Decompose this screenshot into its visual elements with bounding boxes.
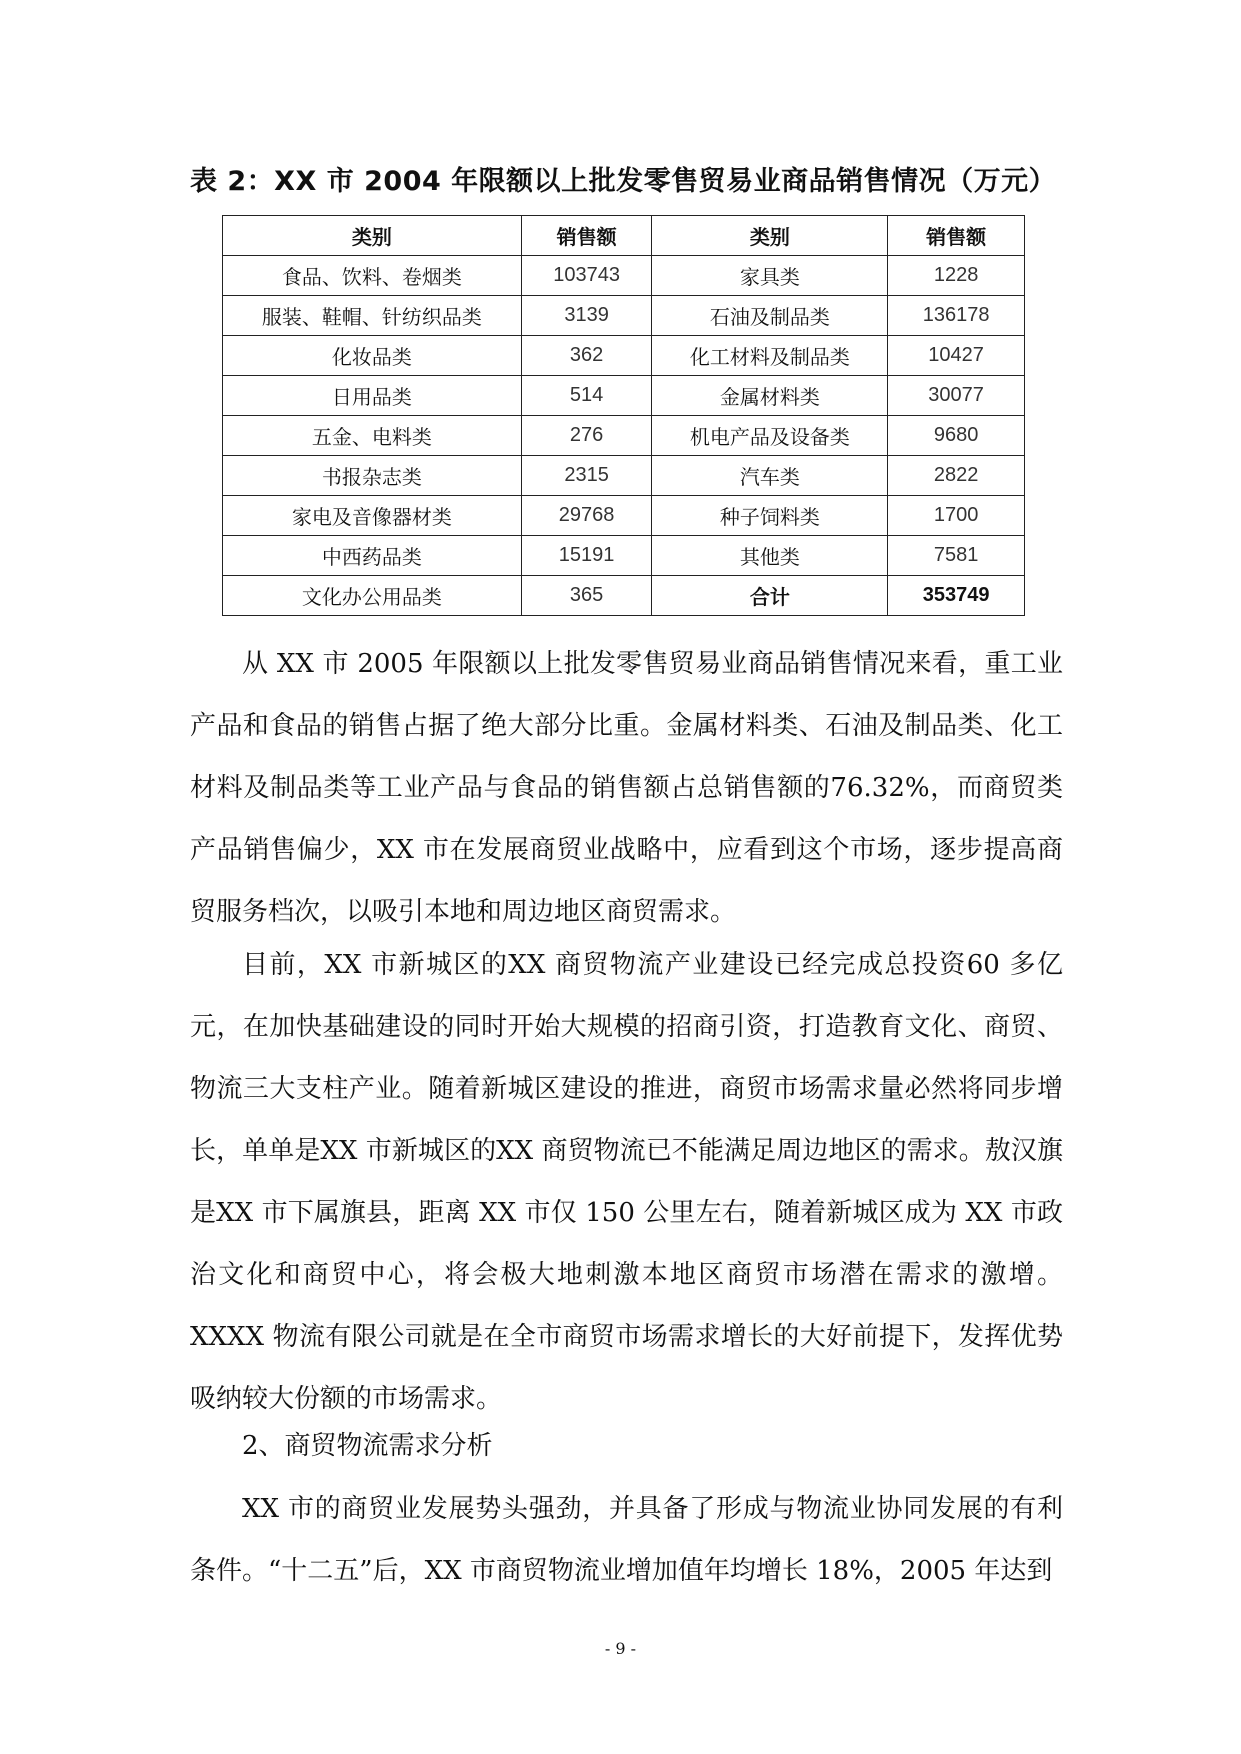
cell-sales: 514 xyxy=(521,376,652,416)
table-row xyxy=(223,536,1025,576)
table-header-row xyxy=(223,216,1025,256)
paragraph-text: 从 XX 市 2005 年限额以上批发零售贸易业商品销售情况来看，重工业产品和食品的销售占据了绝大部分比重。金属材料类、石油及制品类、化工材料及制品类等工业产品与食品的销售额占总销售额的76.32%，而商贸类产品销售偏少，XX 市在发展商贸业战略中，应看到这个市场，逐步提高商贸服务档次，以吸引本地和周边地区商贸需求。 xyxy=(190,649,1063,927)
cell-sales: 7581 xyxy=(888,536,1025,576)
cell-sales: 30077 xyxy=(888,376,1025,416)
table-row xyxy=(223,376,1025,416)
cell-category: 中西药品类 xyxy=(223,536,522,576)
cell-category: 种子饲料类 xyxy=(652,496,888,536)
cell-category: 五金、电料类 xyxy=(223,416,522,456)
cell-category: 文化办公用品类 xyxy=(223,576,522,616)
cell-sales: 1228 xyxy=(888,256,1025,296)
cell-category: 书报杂志类 xyxy=(223,456,522,496)
cell-category: 其他类 xyxy=(652,536,888,576)
table-row xyxy=(223,336,1025,376)
sales-table xyxy=(222,215,1025,616)
table-row xyxy=(223,296,1025,336)
cell-category: 金属材料类 xyxy=(652,376,888,416)
cell-category: 食品、饮料、卷烟类 xyxy=(223,256,522,296)
cell-sales: 15191 xyxy=(521,536,652,576)
cell-category: 化工材料及制品类 xyxy=(652,336,888,376)
cell-sales: 2315 xyxy=(521,456,652,496)
table-row xyxy=(223,496,1025,536)
header-sales-2: 销售额 xyxy=(888,216,1025,256)
header-category-1: 类别 xyxy=(223,216,522,256)
cell-sales: 276 xyxy=(521,416,652,456)
cell-category: 服装、鞋帽、针纺织品类 xyxy=(223,296,522,336)
paragraph-sales-analysis xyxy=(190,633,1063,943)
cell-sales: 2822 xyxy=(888,456,1025,496)
paragraph-logistics-demand xyxy=(190,1478,1063,1602)
cell-category: 化妆品类 xyxy=(223,336,522,376)
cell-sales: 3139 xyxy=(521,296,652,336)
cell-sales: 365 xyxy=(521,576,652,616)
cell-category: 机电产品及设备类 xyxy=(652,416,888,456)
section-heading-text: 2、商贸物流需求分析 xyxy=(242,1431,493,1461)
table-row xyxy=(223,416,1025,456)
header-sales-1: 销售额 xyxy=(521,216,652,256)
cell-total-value: 353749 xyxy=(888,576,1025,616)
table-row xyxy=(223,456,1025,496)
cell-category: 石油及制品类 xyxy=(652,296,888,336)
cell-sales: 9680 xyxy=(888,416,1025,456)
table-row xyxy=(223,256,1025,296)
cell-sales: 103743 xyxy=(521,256,652,296)
paragraph-text: 目前，XX 市新城区的XX 商贸物流产业建设已经完成总投资60 多亿元，在加快基础建设的同时开始大规模的招商引资，打造教育文化、商贸、物流三大支柱产业。随着新城区建设的推进，商贸市场需求量必然将同步增长，单单是XX 市新城区的XX 商贸物流已不能满足周边地区的需求。敖汉旗是XX 市下属旗县，距离 XX 市仅 150 公里左右，随着新城区成为 XX 市政治文化和商贸中心，将会极大地刺激本地区商贸市场潜在需求的激增。XXXX 物流有限公司就是在全市商贸市场需求增长的大好前提下，发挥优势吸纳较大份额的市场需求。 xyxy=(190,950,1063,1414)
paragraph-new-district xyxy=(190,934,1063,1430)
section-heading xyxy=(190,1415,1063,1477)
cell-sales: 10427 xyxy=(888,336,1025,376)
table-caption: 表 2：XX 市 2004 年限额以上批发零售贸易业商品销售情况（万元） xyxy=(190,166,1057,197)
header-category-2: 类别 xyxy=(652,216,888,256)
cell-sales: 29768 xyxy=(521,496,652,536)
cell-total-label: 合计 xyxy=(652,576,888,616)
cell-category: 家具类 xyxy=(652,256,888,296)
paragraph-text: XX 市的商贸业发展势头强劲，并具备了形成与物流业协同发展的有利条件。“十二五”后，XX 市商贸物流业增加值年均增长 18%，2005 年达到 xyxy=(190,1494,1063,1586)
cell-category: 家电及音像器材类 xyxy=(223,496,522,536)
cell-category: 汽车类 xyxy=(652,456,888,496)
cell-category: 日用品类 xyxy=(223,376,522,416)
cell-sales: 362 xyxy=(521,336,652,376)
table-row xyxy=(223,576,1025,616)
page-number: - 9 - xyxy=(604,1639,637,1658)
cell-sales: 1700 xyxy=(888,496,1025,536)
cell-sales: 136178 xyxy=(888,296,1025,336)
